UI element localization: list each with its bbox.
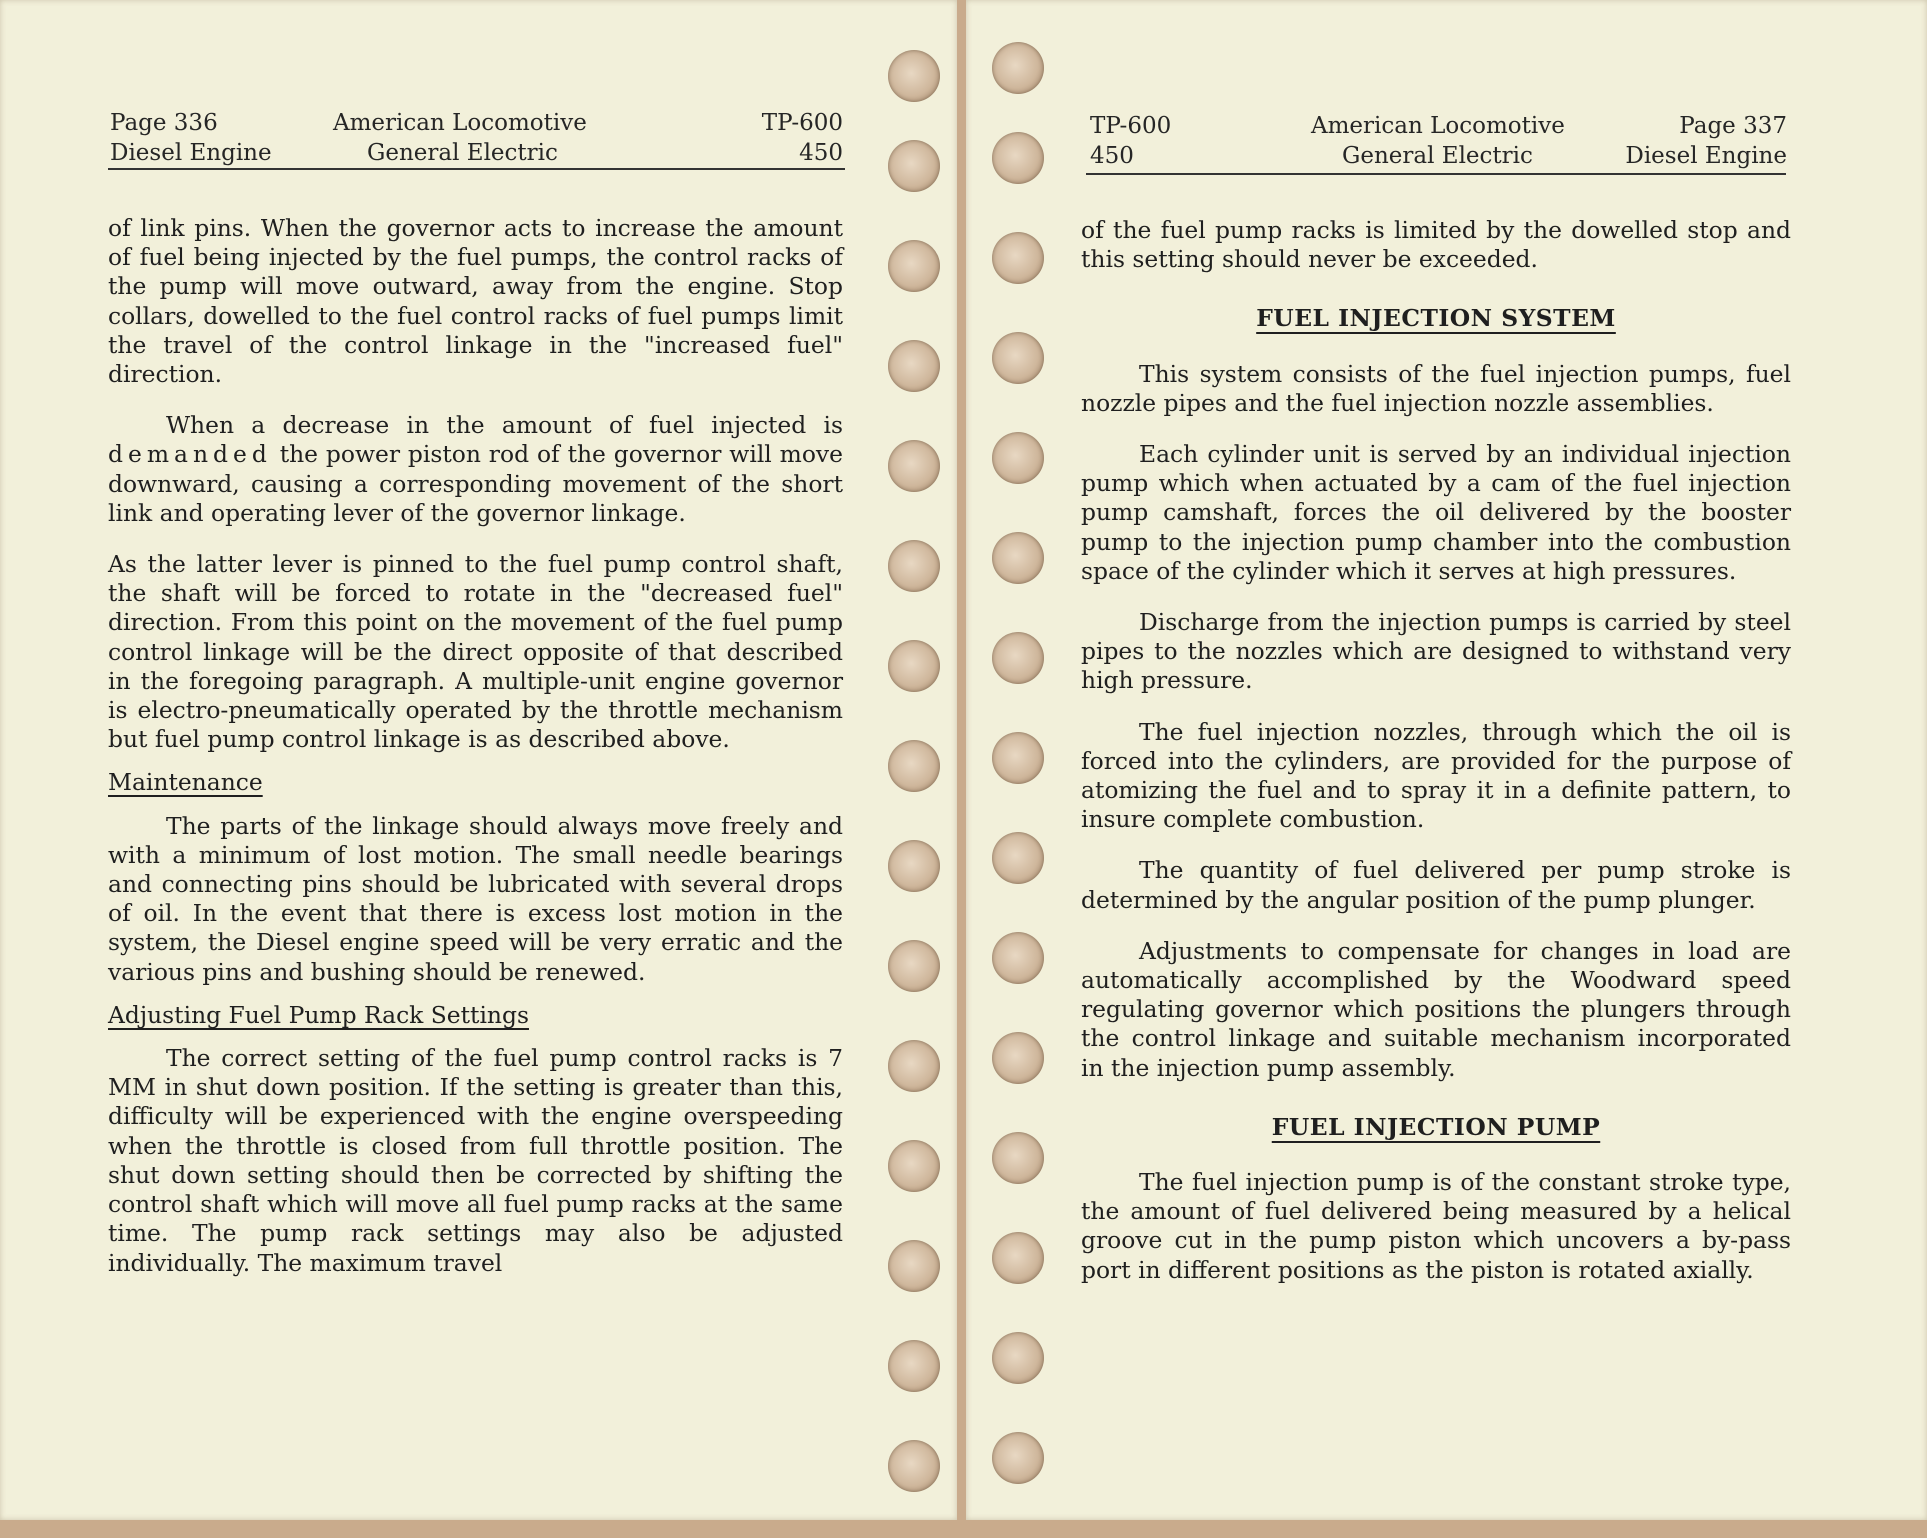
header-maker-1: American Locomotive xyxy=(333,110,587,136)
binding-hole xyxy=(888,840,940,892)
binding-hole xyxy=(992,432,1044,484)
binding-hole xyxy=(992,732,1044,784)
binding-hole xyxy=(992,532,1044,584)
paragraph: Discharge from the injection pumps is carried by steel pipes to the nozzles which are designed to withstand very high pressure. xyxy=(1081,608,1791,695)
binding-hole xyxy=(992,1132,1044,1184)
binding-hole xyxy=(888,440,940,492)
paragraph: Adjustments to compensate for changes in load are automatically accomplished by the Woodward speed regulating governor which positions the plungers through the control linkage and suitable mechanism incorporated in the injection pump assembly. xyxy=(1081,936,1791,1082)
paragraph: The correct setting of the fuel pump control racks is 7 MM in shut down position. If the setting is greater than this, difficulty will be experienced with the engine overspeeding when the throttle is closed from full throttle position. The shut down setting should then be corrected by shifting the control shaft which will move all fuel pump racks at the same time. The pump rack settings may also be adjusted individually. The maximum travel xyxy=(108,1044,843,1277)
binding-hole xyxy=(888,740,940,792)
header-code: TP-600 xyxy=(761,110,843,136)
paragraph: As the latter lever is pinned to the fuel pump control shaft, the shaft will be forced to rotate in the "decreased fuel" direction. From this point on the movement of the fuel pump control linkage will be the direct opposite of that described in the foregoing paragraph. A multiple-unit engine governor is electro-pneumatically operated by the throttle mechanism but fuel pump control linkage is as described above. xyxy=(108,550,843,754)
binding-hole xyxy=(992,1332,1044,1384)
binding-hole xyxy=(992,1032,1044,1084)
left-page-body xyxy=(108,214,843,1278)
header-subject: Diesel Engine xyxy=(1625,143,1787,169)
binding-hole xyxy=(992,42,1044,94)
section-heading-fuel-injection-pump: FUEL INJECTION PUMP xyxy=(1271,1112,1601,1141)
binding-hole xyxy=(992,632,1044,684)
binding-hole xyxy=(888,240,940,292)
left-page xyxy=(0,0,957,1520)
binding-hole xyxy=(888,1240,940,1292)
binding-hole xyxy=(992,832,1044,884)
section-heading-maintenance: Maintenance xyxy=(108,768,263,797)
paragraph-text: When a decrease in the amount of fuel injected is xyxy=(166,411,843,440)
paragraph: The parts of the linkage should always move freely and with a minimum of lost motion. The small needle bearings and connecting pins should be lubricated with several drops of oil. In the event that there is excess lost motion in the system, the Diesel engine speed will be very erratic and the various pins and bushing should be renewed. xyxy=(108,811,843,986)
binding-hole xyxy=(888,50,940,102)
right-page xyxy=(966,0,1927,1520)
binding-hole xyxy=(992,1232,1044,1284)
section-heading-fuel-injection-system: FUEL INJECTION SYSTEM xyxy=(1256,304,1616,333)
spaced-word: demanded xyxy=(108,440,272,469)
binding-hole xyxy=(992,932,1044,984)
paragraph: The fuel injection nozzles, through which the oil is forced into the cylinders, are provided for the purpose of atomizing the fuel and to spray it in a definite pattern, to insure complete combustion. xyxy=(1081,717,1791,834)
binding-hole xyxy=(888,940,940,992)
binding-hole xyxy=(888,540,940,592)
section-heading-rack-settings: Adjusting Fuel Pump Rack Settings xyxy=(108,1000,529,1029)
paragraph: The quantity of fuel delivered per pump stroke is determined by the angular position of the pump plunger. xyxy=(1081,856,1791,914)
paragraph: This system consists of the fuel injection pumps, fuel nozzle pipes and the fuel injection nozzle assemblies. xyxy=(1081,359,1791,417)
paragraph: Each cylinder unit is served by an individual injection pump which when actuated by a cam of the fuel injection pump camshaft, forces the oil delivered by the booster pump to the injection pump chamber into the combustion space of the cylinder which it serves at high pressures. xyxy=(1081,440,1791,585)
binding-hole xyxy=(888,340,940,392)
binding-hole xyxy=(888,1140,940,1192)
paragraph-text: the power piston rod of the governor will move downward, causing a corresponding movement of the short link and operating lever of the governor linkage. xyxy=(108,440,843,527)
binding-hole xyxy=(888,1040,940,1092)
header-maker-2: General Electric xyxy=(1342,143,1533,169)
paragraph: of the fuel pump racks is limited by the dowelled stop and this setting should never be exceeded. xyxy=(1081,216,1791,274)
right-page-body xyxy=(1081,216,1791,1285)
header-maker-1: American Locomotive xyxy=(1311,113,1565,139)
header-code: TP-600 xyxy=(1090,113,1172,139)
paragraph: of link pins. When the governor acts to increase the amount of fuel being injected by the fuel pumps, the control racks of the pump will move outward, away from the engine. Stop collars, dowelled to the fuel control racks of fuel pumps limit the travel of the control linkage in the "increased fuel" direction. xyxy=(108,214,843,389)
binding-hole xyxy=(992,1432,1044,1484)
binding-hole xyxy=(992,332,1044,384)
header-rule xyxy=(108,168,845,170)
header-model: 450 xyxy=(799,140,843,166)
header-subject: Diesel Engine xyxy=(110,140,272,166)
header-maker-2: General Electric xyxy=(367,140,558,166)
left-page-header xyxy=(0,110,957,172)
binding-hole xyxy=(888,1440,940,1492)
paragraph xyxy=(108,411,843,528)
binding-hole xyxy=(992,232,1044,284)
header-model: 450 xyxy=(1090,143,1134,169)
binding-hole xyxy=(888,640,940,692)
right-page-header xyxy=(966,113,1927,175)
paragraph: The fuel injection pump is of the constant stroke type, the amount of fuel delivered being measured by a helical groove cut in the pump piston which uncovers a by-pass port in different positions as the piston is rotated axially. xyxy=(1081,1168,1791,1284)
page-number: Page 337 xyxy=(1679,113,1787,139)
binding-hole xyxy=(888,1340,940,1392)
page-number: Page 336 xyxy=(110,110,218,136)
binding-hole xyxy=(888,140,940,192)
header-rule xyxy=(1086,173,1786,175)
binding-hole xyxy=(992,132,1044,184)
